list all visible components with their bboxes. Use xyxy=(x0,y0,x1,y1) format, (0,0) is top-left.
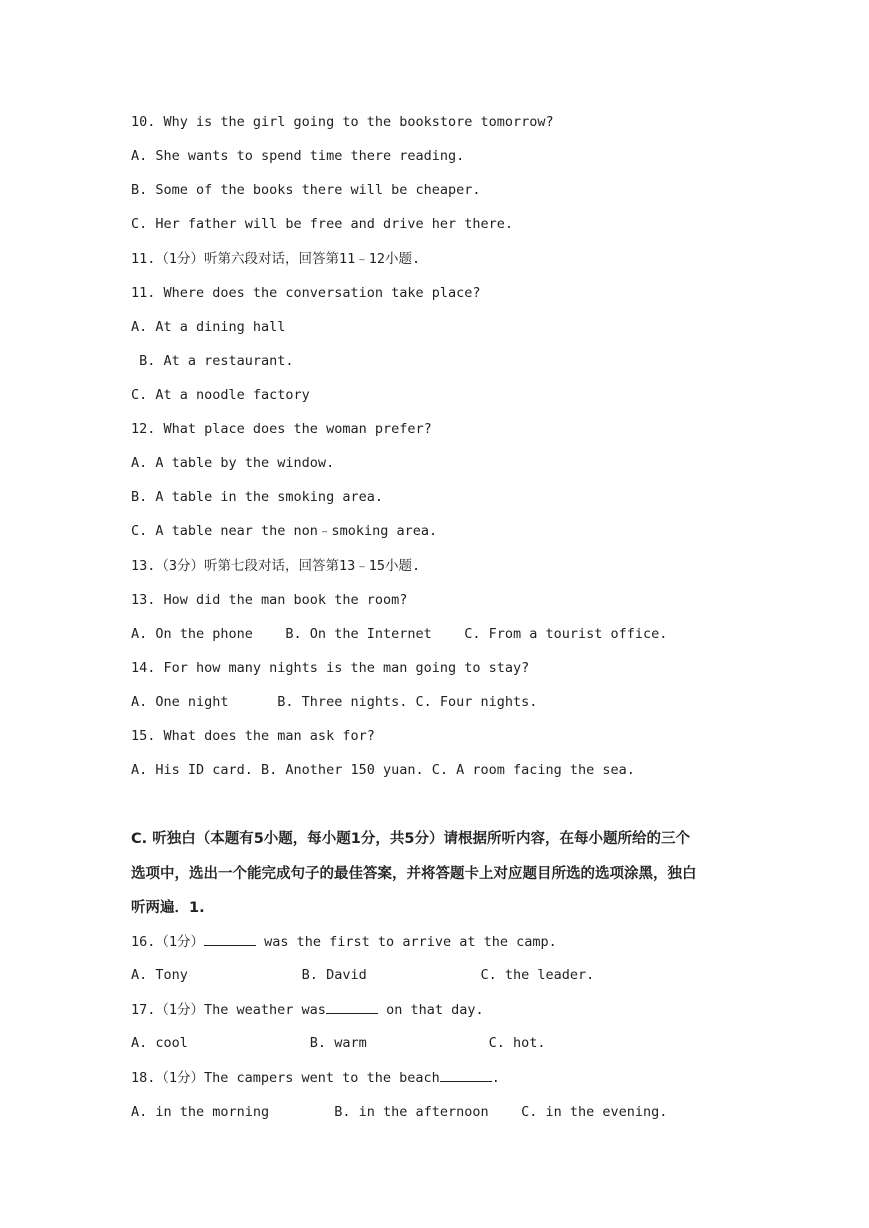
section-c-heading-line1: C. 听独白（本题有5小题，每小题1分，共5分）请根据所听内容，在每小题所给的三个 xyxy=(131,831,690,847)
section-c-heading-line2: 选项中，选出一个能完成句子的最佳答案，并将答题卡上对应题目所选的选项涂黑，独白 xyxy=(131,866,697,882)
question-16 xyxy=(131,931,557,952)
section-c-heading-line3: 听两遍．1. xyxy=(131,900,205,916)
answer-blank-17[interactable] xyxy=(326,999,378,1014)
options-17: A. cool B. warm C. hot. xyxy=(131,1035,546,1051)
options-15: A. His ID card. B. Another 150 yuan. C. A room facing the sea. xyxy=(131,762,635,778)
question-10: 10. Why is the girl going to the bookstore tomorrow? xyxy=(131,114,554,130)
option-10b: B. Some of the books there will be cheaper. xyxy=(131,182,481,198)
question-15: 15. What does the man ask for? xyxy=(131,728,375,744)
question-17 xyxy=(131,999,484,1020)
option-11b: B. At a restaurant. xyxy=(131,353,294,369)
options-16: A. Tony B. David C. the leader. xyxy=(131,967,595,983)
question-16-prefix: 16.（1分） xyxy=(131,934,205,950)
question-13: 13. How did the man book the room? xyxy=(131,592,408,608)
option-12b: B. A table in the smoking area. xyxy=(131,489,383,505)
section-13-instruction: 13.（3分）听第七段对话，回答第13﹣15小题. xyxy=(131,558,421,574)
question-18-prefix: 18.（1分）The campers went to the beach xyxy=(131,1070,440,1086)
question-18-suffix: . xyxy=(491,1070,500,1086)
options-14: A. One night B. Three nights. C. Four nights. xyxy=(131,694,538,710)
options-13: A. On the phone B. On the Internet C. From a tourist office. xyxy=(131,626,668,642)
option-12c: C. A table near the non﹣smoking area. xyxy=(131,523,438,539)
option-10a: A. She wants to spend time there reading. xyxy=(131,148,465,164)
option-11c: C. At a noodle factory xyxy=(131,387,310,403)
option-11a: A. At a dining hall xyxy=(131,319,286,335)
answer-blank-18[interactable] xyxy=(440,1067,492,1082)
question-14: 14. For how many nights is the man going to stay? xyxy=(131,660,530,676)
answer-blank-16[interactable] xyxy=(204,931,256,946)
question-16-suffix: was the first to arrive at the camp. xyxy=(256,934,557,950)
question-12: 12. What place does the woman prefer? xyxy=(131,421,432,437)
option-12a: A. A table by the window. xyxy=(131,455,335,471)
section-11-instruction: 11.（1分）听第六段对话，回答第11﹣12小题. xyxy=(131,251,421,267)
options-18: A. in the morning B. in the afternoon C. in the evening. xyxy=(131,1104,668,1120)
question-18 xyxy=(131,1067,500,1088)
option-10c: C. Her father will be free and drive her there. xyxy=(131,216,514,232)
question-17-prefix: 17.（1分）The weather was xyxy=(131,1002,326,1018)
question-11: 11. Where does the conversation take place? xyxy=(131,285,481,301)
question-17-suffix: on that day. xyxy=(377,1002,484,1018)
